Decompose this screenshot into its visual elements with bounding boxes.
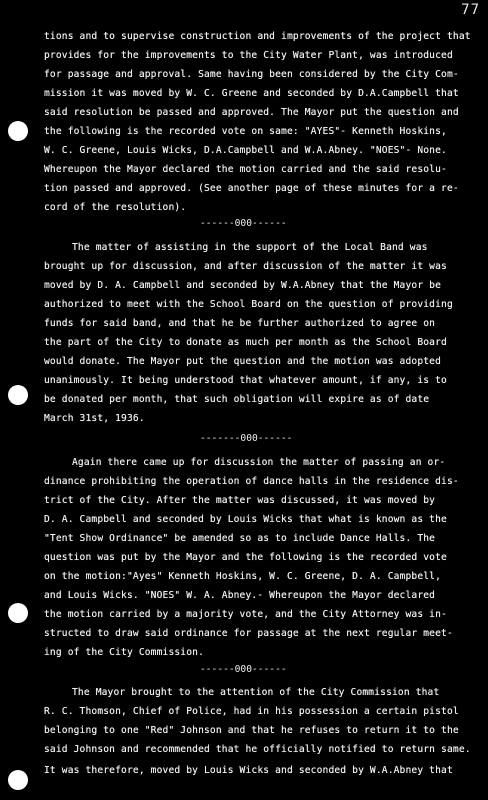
- text-line: Whereupon the Mayor declared the motion carried and the said resolu-: [44, 164, 447, 175]
- punch-hole: [8, 603, 28, 623]
- text-line: question was put by the Mayor and the following is the recorded vote: [44, 552, 447, 563]
- text-line: Again there came up for discussion the matter of passing an or-: [72, 457, 446, 468]
- text-line: be donated per month, that such obligation will expire as of date: [44, 394, 430, 405]
- text-line: for passage and approval. Same having been considered by the City Com-: [44, 69, 459, 80]
- text-line: The Mayor brought to the attention of the City Commission that: [72, 687, 440, 698]
- section-separator: -------000------: [200, 433, 293, 444]
- section-separator: ------000------: [200, 218, 287, 229]
- text-line: provides for the improvements to the City Water Plant, was introduced: [44, 50, 453, 61]
- text-line: mission it was moved by W. C. Greene and seconded by D.A.Campbell that: [44, 88, 459, 99]
- text-line: funds for said band, and that he be further authorized to agree on: [44, 318, 436, 329]
- text-line: authorized to meet with the School Board on the question of providing: [44, 299, 453, 310]
- text-line: brought up for discussion, and after discussion of the matter it was: [44, 261, 447, 272]
- text-line: cord of the resolution).: [44, 202, 187, 213]
- text-line: It was therefore, moved by Louis Wicks and seconded by W.A.Abney that: [44, 765, 453, 776]
- text-line: "Tent Show Ordinance" be amended so as to include Dance Halls. The: [44, 533, 436, 544]
- text-line: trict of the City. After the matter was discussed, it was moved by: [44, 495, 436, 506]
- text-line: ing of the City Commission.: [44, 647, 204, 658]
- text-line: would donate. The Mayor put the question and the motion was adopted: [44, 356, 442, 367]
- text-line: March 31st, 1936.: [44, 413, 145, 424]
- text-line: moved by D. A. Campbell and seconded by W.A.Abney that the Mayor be: [44, 280, 442, 291]
- text-line: D. A. Campbell and seconded by Louis Wicks that what is known as the: [44, 514, 447, 525]
- text-line: the motion carried by a majority vote, and the City Attorney was in-: [44, 609, 447, 620]
- text-line: R. C. Thomson, Chief of Police, had in his possession a certain pistol: [44, 706, 459, 717]
- text-line: tion passed and approved. (See another page of these minutes for a re-: [44, 183, 459, 194]
- text-line: tions and to supervise construction and improvements of the project that: [44, 31, 471, 42]
- text-line: said resolution be passed and approved. The Mayor put the question and: [44, 107, 459, 118]
- text-line: belonging to one "Red" Johnson and that he refuses to return it to the: [44, 725, 459, 736]
- punch-hole: [8, 121, 28, 141]
- punch-hole: [8, 385, 28, 405]
- text-line: dinance prohibiting the operation of dance halls in the residence dis-: [44, 476, 459, 487]
- text-line: structed to draw said ordinance for passage at the next regular meet-: [44, 628, 453, 639]
- text-line: unanimously. It being understood that whatever amount, if any, is to: [44, 375, 447, 386]
- text-line: the part of the City to donate as much per month as the School Board: [44, 337, 447, 348]
- text-line: W. C. Greene, Louis Wicks, D.A.Campbell and W.A.Abney. "NOES"- None.: [44, 145, 447, 156]
- punch-hole: [8, 770, 28, 790]
- text-line: The matter of assisting in the support of the Local Band was: [72, 242, 428, 253]
- text-line: the following is the recorded vote on same: "AYES"- Kenneth Hoskins,: [44, 126, 447, 137]
- text-line: on the motion:"Ayes" Kenneth Hoskins, W. C. Greene, D. A. Campbell,: [44, 571, 442, 582]
- text-line: and Louis Wicks. "NOES" W. A. Abney.- Whereupon the Mayor declared: [44, 590, 436, 601]
- section-separator: ------000------: [200, 664, 287, 675]
- text-line: said Johnson and recommended that he officially notified to return same.: [44, 744, 471, 755]
- page-number: 77: [461, 2, 480, 18]
